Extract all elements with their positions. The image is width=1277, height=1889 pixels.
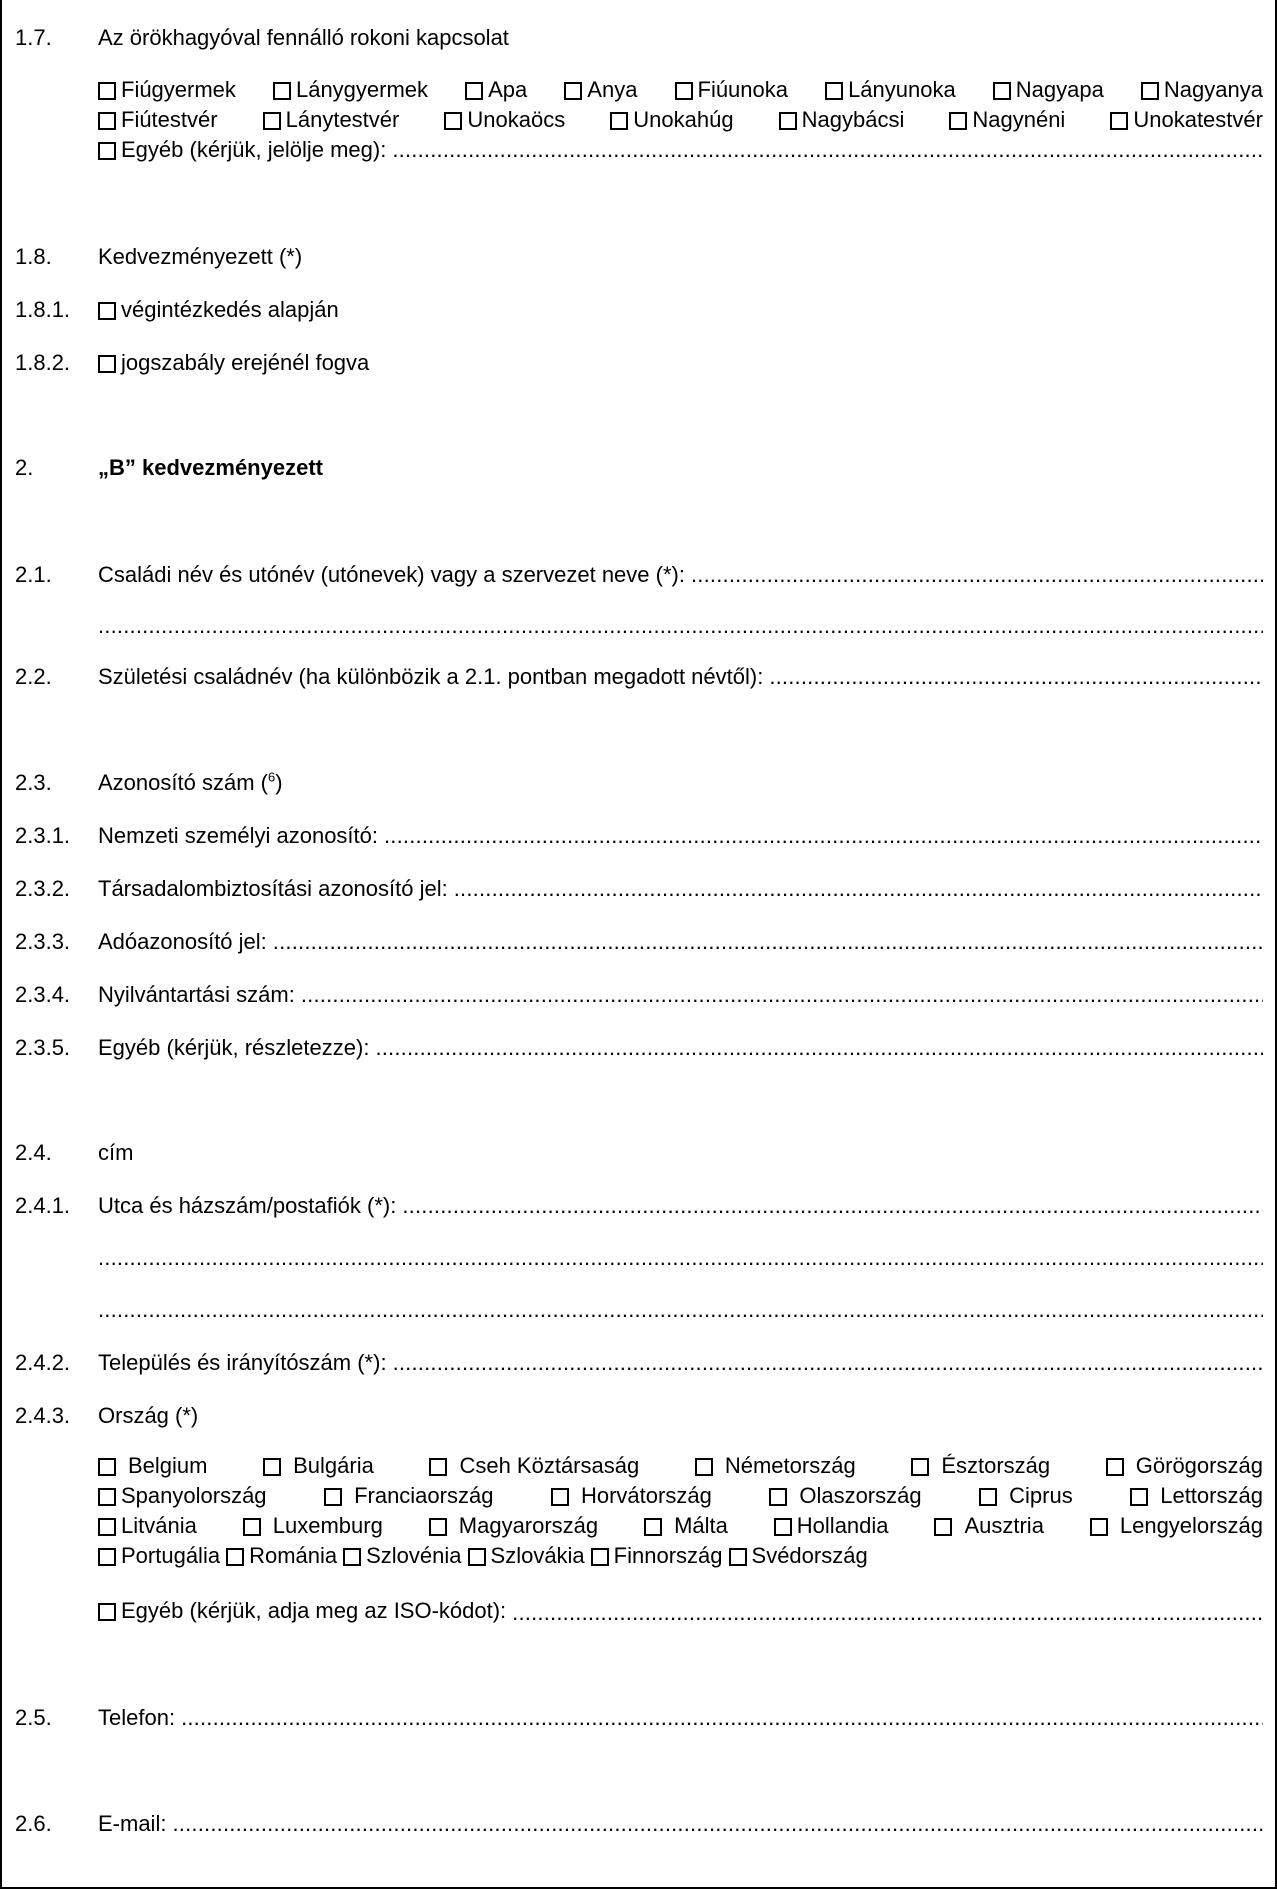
section-number: 2.3.4. — [15, 982, 71, 1007]
checkbox[interactable] — [98, 1603, 116, 1621]
section-label: cím — [98, 1140, 134, 1165]
field-label: Egyéb (kérjük, részletezze): — [98, 1035, 370, 1060]
last-will-option[interactable]: végintézkedés alapján — [98, 295, 339, 325]
checkbox[interactable] — [324, 1488, 342, 1506]
section-number: 2.3.3. — [15, 929, 71, 954]
relationship-row-1 — [98, 75, 1263, 105]
section-2-1-continuation — [2, 611, 1275, 641]
iso-code-field[interactable] — [512, 1598, 1263, 1628]
country-row-4 — [98, 1541, 1263, 1571]
relationship-option[interactable]: Lánytestvér — [263, 105, 400, 135]
relationship-option[interactable]: Unokahúg — [610, 105, 733, 135]
country-option[interactable]: Lettország — [1130, 1481, 1263, 1511]
country-option[interactable]: Ciprus — [979, 1481, 1073, 1511]
section-number: 1.8. — [15, 244, 52, 269]
relationship-option[interactable]: Nagyanya — [1141, 75, 1263, 105]
checkbox[interactable] — [263, 1458, 281, 1476]
tax-id-field[interactable] — [273, 927, 1263, 957]
country-option[interactable]: Hollandia — [774, 1511, 889, 1541]
relationship-option[interactable]: Fiúunoka — [675, 75, 789, 105]
checkbox[interactable] — [263, 112, 281, 130]
checkbox[interactable] — [98, 302, 116, 320]
section-number: 2.4.2. — [15, 1350, 71, 1375]
relationship-option[interactable]: Lánygyermek — [273, 75, 428, 105]
section-2-6 — [2, 1809, 1275, 1839]
country-option[interactable]: Görögország — [1106, 1451, 1263, 1481]
section-number: 2.3. — [15, 770, 52, 795]
checkbox[interactable] — [949, 112, 967, 130]
relationship-other-row — [98, 135, 1263, 165]
social-security-field[interactable] — [454, 874, 1263, 904]
section-number: 1.8.2. — [15, 350, 71, 375]
section-number: 2.1. — [15, 562, 52, 587]
checkbox[interactable] — [551, 1488, 569, 1506]
section-2-4-heading — [2, 1138, 1275, 1168]
field-label: Telefon: — [98, 1705, 176, 1730]
section-number: 1.7. — [15, 25, 52, 50]
field-label: Adóazonosító jel: — [98, 929, 267, 954]
relationship-option[interactable]: Anya — [564, 75, 637, 105]
checkbox[interactable] — [564, 82, 582, 100]
checkbox[interactable] — [779, 112, 797, 130]
section-1-8-heading — [2, 242, 1275, 272]
section-2-3-heading — [2, 768, 1275, 798]
section-2-1 — [2, 560, 1275, 590]
section-2-5 — [2, 1703, 1275, 1733]
section-2-4-1-line-2 — [2, 1243, 1275, 1273]
relationship-option[interactable]: Fiútestvér — [98, 105, 218, 135]
country-option[interactable]: Finnország — [591, 1541, 723, 1571]
country-row-3 — [98, 1511, 1263, 1541]
field-label: Társadalombiztosítási azonosító jel: — [98, 876, 448, 901]
section-1-8-2 — [2, 348, 1275, 378]
checkbox[interactable] — [1130, 1488, 1148, 1506]
field-label: Nyilvántartási szám: — [98, 982, 295, 1007]
checkbox[interactable] — [610, 112, 628, 130]
section-label: Az örökhagyóval fennálló rokoni kapcsolat — [98, 25, 509, 50]
country-option[interactable]: Belgium — [98, 1451, 207, 1481]
section-number: 2.3.5. — [15, 1035, 71, 1060]
checkbox[interactable] — [825, 82, 843, 100]
relationship-option[interactable]: Lányunoka — [825, 75, 956, 105]
field-label: E-mail: — [98, 1811, 167, 1836]
section-2-3-4 — [2, 980, 1275, 1010]
street-field-continuation[interactable] — [98, 1295, 1263, 1325]
field-label: Utca és házszám/postafiók (*): — [98, 1193, 397, 1218]
checkbox[interactable] — [979, 1488, 997, 1506]
relationship-option[interactable]: Nagynéni — [949, 105, 1065, 135]
country-other-option[interactable]: Egyéb (kérjük, adja meg az ISO-kódot): — [98, 1596, 512, 1626]
section-2-3-5 — [2, 1033, 1275, 1063]
registration-number-field[interactable] — [301, 980, 1263, 1010]
country-option[interactable]: Svédország — [729, 1541, 868, 1571]
phone-field[interactable] — [181, 1703, 1263, 1733]
checkbox[interactable] — [343, 1548, 361, 1566]
section-title: „B” kedvezményezett — [98, 455, 323, 480]
country-option[interactable]: Cseh Köztársaság — [429, 1451, 639, 1481]
section-2-4-1-line-3 — [2, 1295, 1275, 1325]
by-law-option[interactable]: jogszabály erejénél fogva — [98, 348, 369, 378]
section-number: 2. — [15, 455, 34, 480]
other-id-field[interactable] — [375, 1033, 1263, 1063]
city-postcode-field[interactable] — [393, 1348, 1263, 1378]
checkbox[interactable] — [695, 1458, 713, 1476]
section-2-4-2 — [2, 1348, 1275, 1378]
section-number: 1.8.1. — [15, 297, 71, 322]
country-option[interactable]: Horvátország — [551, 1481, 712, 1511]
street-field-continuation[interactable] — [98, 1243, 1263, 1273]
checkbox[interactable] — [729, 1548, 747, 1566]
field-label: Település és irányítószám (*): — [98, 1350, 387, 1375]
country-option[interactable]: Szlovénia — [343, 1541, 461, 1571]
checkbox[interactable] — [644, 1518, 662, 1536]
country-row-2 — [98, 1481, 1263, 1511]
country-option[interactable]: Ausztria — [934, 1511, 1043, 1541]
country-option[interactable]: Portugália — [98, 1541, 220, 1571]
checkbox[interactable] — [465, 82, 483, 100]
relationship-row-2 — [98, 105, 1263, 135]
section-label: Kedvezményezett (*) — [98, 244, 303, 269]
country-option[interactable]: Észtország — [911, 1451, 1050, 1481]
country-other-row — [2, 1596, 1275, 1626]
checkbox[interactable] — [993, 82, 1011, 100]
country-option[interactable]: Bulgária — [263, 1451, 374, 1481]
relationship-other-option[interactable]: Egyéb (kérjük, jelölje meg): — [98, 135, 392, 165]
section-number: 2.3.2. — [15, 876, 71, 901]
section-number: 2.3.1. — [15, 823, 71, 848]
checkbox[interactable] — [98, 1548, 116, 1566]
country-option[interactable]: Luxemburg — [243, 1511, 383, 1541]
country-row-1 — [98, 1451, 1263, 1481]
checkbox[interactable] — [591, 1548, 609, 1566]
relationship-option[interactable]: Nagybácsi — [779, 105, 905, 135]
checkbox[interactable] — [98, 355, 116, 373]
checkbox[interactable] — [243, 1518, 261, 1536]
section-label: Azonosító szám ($^6$) — [98, 769, 283, 795]
checkbox[interactable] — [675, 82, 693, 100]
section-number: 2.4. — [15, 1140, 52, 1165]
checkbox[interactable] — [273, 82, 291, 100]
checkbox[interactable] — [98, 112, 116, 130]
section-number: 2.6. — [15, 1811, 52, 1836]
relationship-options — [98, 75, 1263, 165]
checkbox[interactable] — [429, 1518, 447, 1536]
checkbox[interactable] — [98, 1518, 116, 1536]
section-1-8-1 — [2, 295, 1275, 325]
country-option[interactable]: Németország — [695, 1451, 856, 1481]
checkbox[interactable] — [934, 1518, 952, 1536]
country-option[interactable]: Olaszország — [769, 1481, 921, 1511]
field-label: Nemzeti személyi azonosító: — [98, 823, 378, 848]
section-1-7-heading — [2, 23, 1275, 53]
country-option[interactable]: Franciaország — [324, 1481, 493, 1511]
relationship-option[interactable]: Unokaöcs — [444, 105, 565, 135]
relationship-option[interactable]: Apa — [465, 75, 527, 105]
birth-name-field[interactable] — [769, 662, 1263, 692]
checkbox[interactable] — [98, 82, 116, 100]
section-number: 2.4.1. — [15, 1193, 71, 1218]
section-2-2 — [2, 662, 1275, 692]
relationship-option[interactable]: Unokatestvér — [1110, 105, 1263, 135]
country-option[interactable]: Szlovákia — [468, 1541, 585, 1571]
section-2-4-3-heading — [2, 1401, 1275, 1431]
section-2-3-3 — [2, 927, 1275, 957]
field-label: Családi név és utónév (utónevek) vagy a szervezet neve (*): — [98, 562, 685, 587]
relationship-option[interactable]: Nagyapa — [993, 75, 1104, 105]
checkbox[interactable] — [98, 1458, 116, 1476]
footnote-marker: 6 — [267, 769, 276, 785]
country-option[interactable]: Litvánia — [98, 1511, 197, 1541]
section-number: 2.4.3. — [15, 1403, 71, 1428]
checkbox[interactable] — [226, 1548, 244, 1566]
checkbox[interactable] — [98, 142, 116, 160]
relationship-option[interactable]: Fiúgyermek — [98, 75, 236, 105]
country-option[interactable]: Románia — [226, 1541, 337, 1571]
checkbox[interactable] — [769, 1488, 787, 1506]
section-number: 2.2. — [15, 664, 52, 689]
checkbox[interactable] — [429, 1458, 447, 1476]
country-options — [98, 1451, 1263, 1571]
checkbox[interactable] — [98, 1488, 116, 1506]
national-id-field[interactable] — [384, 821, 1263, 851]
section-number: 2.5. — [15, 1705, 52, 1730]
name-field-continuation[interactable] — [98, 611, 1263, 641]
checkbox[interactable] — [1106, 1458, 1124, 1476]
field-label: Születési családnév (ha különbözik a 2.1. pontban megadott névtől): — [98, 664, 764, 689]
section-2-heading — [2, 453, 1275, 483]
checkbox[interactable] — [444, 112, 462, 130]
checkbox[interactable] — [1110, 112, 1128, 130]
country-option[interactable]: Spanyolország — [98, 1481, 267, 1511]
field-label: Ország (*) — [98, 1403, 199, 1428]
fill-in-field[interactable] — [392, 135, 1263, 165]
checkbox[interactable] — [1090, 1518, 1108, 1536]
country-option[interactable]: Lengyelország — [1090, 1511, 1263, 1541]
country-option[interactable]: Magyarország — [429, 1511, 598, 1541]
checkbox[interactable] — [911, 1458, 929, 1476]
checkbox[interactable] — [774, 1518, 792, 1536]
section-2-4-1 — [2, 1191, 1275, 1221]
section-2-3-1 — [2, 821, 1275, 851]
checkbox[interactable] — [1141, 82, 1159, 100]
street-field[interactable] — [402, 1191, 1263, 1221]
checkbox[interactable] — [468, 1548, 486, 1566]
country-option[interactable]: Málta — [644, 1511, 728, 1541]
email-field[interactable] — [172, 1809, 1263, 1839]
name-field[interactable] — [691, 560, 1263, 590]
section-2-3-2 — [2, 874, 1275, 904]
